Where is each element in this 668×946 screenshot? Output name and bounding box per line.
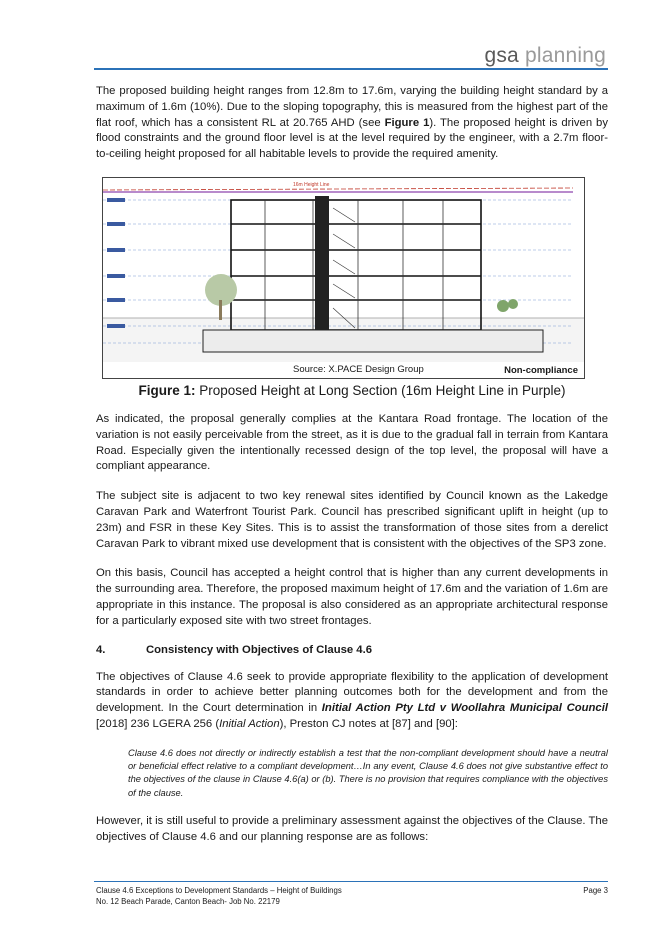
paragraph-height-range [96,84,608,163]
figure-caption-number: Figure 1: [138,382,196,398]
p5-run-4: ), Preston CJ notes at [87] and [90]: [279,717,458,730]
p5-run-3: Initial Action [219,717,280,730]
page-content [96,84,608,860]
p1-run-0: The proposed building height ranges from 12.8m to 17.6m, varying the building height standard by a maximum of 1.6m (10%). Due to the sloping topography, this is measured from the highest part of the flat roof, which has a consistent RL at 20.765 AHD (see [96,85,608,129]
p1-run-2: ). The proposed height is driven by flood constraints and the ground floor level is at the level required by the engineer, with a 2.7m floor-to-ceiling height proposed for all habitable levels to provide the required amenity. [96,116,608,161]
paragraph-objectives [96,670,608,733]
figure-source: Source: X.PACE Design Group [293,363,424,375]
section-heading [96,644,608,656]
p5-run-0: The objectives of Clause 4.6 seek to provide appropriate flexibility to the application of development standards in order to achieve better planning outcomes both for the development and from the development. In the Court determination in [96,670,608,715]
section-number: 4. [96,643,106,656]
p5-run-2: [2018] 236 LGERA 256 ( [96,717,220,730]
footer-line-2: No. 12 Beach Parade, Canton Beach- Job No. 22179 [96,897,280,906]
height-line-label: 16m Height Line [293,181,330,188]
p5-run-1: Initial Action Pty Ltd v Woollahra Municipal Council [321,702,608,715]
page-footer [96,885,608,907]
page-number: Page 3 [583,886,608,895]
section-title: Consistency with Objectives of Clause 4.6 [146,643,373,656]
figure-caption-text: Proposed Height at Long Section (16m Height Line in Purple) [195,382,566,398]
figure-caption [96,383,608,398]
court-quote: Clause 4.6 does not directly or indirectly establish a test that the non-compliant development should have a neutral or beneficial effect relative to a compliant development…In any event, Clause 4.6 does not give substantive effect to the objectives of the clause in Clause 4.6(a) or (b). There is no provision that requires compliance with the objectives of the clause. [128,747,608,798]
long-section-figure [102,177,585,379]
long-section-drawing [103,178,584,362]
footer-rule [94,881,608,882]
paragraph-kantara-road: As indicated, the proposal generally complies at the Kantara Road frontage. The location of the variation is not easily perceivable from the street, as it is due to the gradual fall in terrain from Kantara Road. Especially given the intentionally recessed design of the top level, the proposal will have a compliant appearance. [96,412,608,473]
paragraph-council-height-control: On this basis, Council has accepted a height control that is higher than any current developments in the surrounding area. Therefore, the proposed maximum height of 17.6m and the variation of 1.6m are appropriate in this instance. The proposal is also considered as an appropriate architectural response for a particularly exposed site with two street frontages. [96,567,608,627]
footer-line-1: Clause 4.6 Exceptions to Development Standards – Height of Buildings [96,886,342,895]
paragraph-key-sites: The subject site is adjacent to two key renewal sites identified by Council known as the Lakedge Caravan Park and Waterfront Tourist Park. Council has prescribed significant uplift in height (up to 23m) and FSR in these Key Sites. This is to assist the transformation of those sites from a derelict Caravan Park to vibrant mixed use development that is consistent with the objectives of the SP3 zone. [96,490,608,550]
paragraph-assessment: However, it is still useful to provide a preliminary assessment against the objectives of the Clause. The objectives of Clause 4.6 and our planning response are as follows: [96,814,608,843]
noncompliance-label: Non-compliance [504,364,578,376]
header-rule [94,68,608,70]
logo-text-planning: planning [524,44,606,67]
gsa-planning-logo [484,44,606,68]
p1-run-1: Figure 1 [384,116,430,129]
logo-text-gsa: gsa [484,44,519,67]
